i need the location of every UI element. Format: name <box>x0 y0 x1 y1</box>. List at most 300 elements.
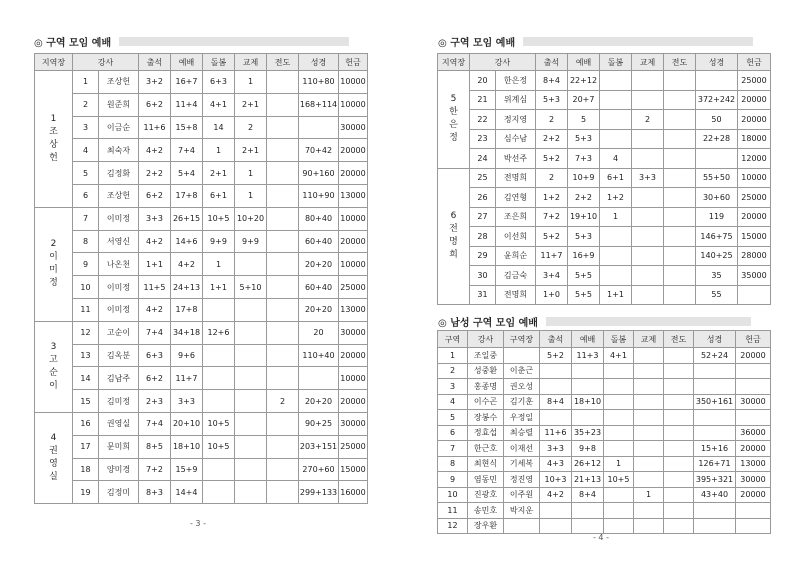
table-cell: 20+20 <box>299 298 339 321</box>
table-cell <box>600 246 632 266</box>
table-cell: 13 <box>73 344 99 367</box>
table-cell <box>736 410 771 426</box>
table-row <box>438 472 771 488</box>
table-cell: 1 <box>235 162 267 185</box>
table-cell: 28 <box>470 227 496 247</box>
table-cell <box>632 266 664 286</box>
table-row <box>438 110 771 130</box>
table-cell: 9+8 <box>572 441 604 457</box>
table-cell: 고순이 <box>99 321 139 344</box>
table-cell <box>664 348 694 364</box>
group-leader-char: 이 <box>49 252 58 263</box>
table-cell: 10 <box>73 276 99 299</box>
table-cell: 3+3 <box>632 168 664 188</box>
table-cell <box>267 435 299 458</box>
column-header: 돌봄 <box>203 54 235 71</box>
table-row <box>35 93 368 116</box>
table-cell: 이춘근 <box>504 363 540 379</box>
table-cell: 55 <box>696 285 738 305</box>
table-cell <box>634 441 664 457</box>
table-cell <box>572 503 604 519</box>
table-cell: 14 <box>203 116 235 139</box>
group-leader-cell <box>438 168 470 305</box>
column-header: 구역장 <box>504 331 540 348</box>
table-cell: 8 <box>73 230 99 253</box>
table-cell <box>267 71 299 94</box>
table-cell: 30000 <box>736 472 771 488</box>
table-cell: 13000 <box>339 298 368 321</box>
table-cell <box>634 379 664 395</box>
table-cell: 30000 <box>339 412 368 435</box>
table-cell: 12 <box>438 518 468 534</box>
table-cell: 11+3 <box>572 348 604 364</box>
group-leader-char: 실 <box>49 472 58 483</box>
table-cell: 5 <box>568 110 600 130</box>
column-header: 전도 <box>267 54 299 71</box>
table-cell: 6+3 <box>139 344 171 367</box>
table-cell: 진광호 <box>468 487 504 503</box>
table-cell: 25000 <box>738 188 771 208</box>
table-cell: 김정미 <box>99 481 139 504</box>
table-cell: 21+13 <box>572 472 604 488</box>
table-row <box>35 230 368 253</box>
table-cell <box>235 458 267 481</box>
table-cell <box>664 518 694 534</box>
table-cell: 22 <box>470 110 496 130</box>
table-cell: 원준희 <box>99 93 139 116</box>
table-cell: 전명희 <box>496 285 536 305</box>
table-cell: 박지운 <box>504 503 540 519</box>
table-cell: 3 <box>73 116 99 139</box>
table-cell: 김연형 <box>496 188 536 208</box>
table-cell <box>632 227 664 247</box>
table-cell: 7 <box>73 207 99 230</box>
table-cell <box>235 253 267 276</box>
table-cell: 2+1 <box>203 162 235 185</box>
group-leader-cell <box>35 412 73 503</box>
heading-bar <box>546 317 751 326</box>
table-cell <box>203 390 235 413</box>
table-cell: 12+6 <box>203 321 235 344</box>
table-cell <box>299 367 339 390</box>
table-cell <box>600 90 632 110</box>
table-cell: 8+3 <box>139 481 171 504</box>
table-cell <box>600 110 632 130</box>
column-header: 성경 <box>299 54 339 71</box>
table-cell: 8+4 <box>572 487 604 503</box>
table-cell: 김정화 <box>99 162 139 185</box>
table-cell: 4 <box>600 149 632 169</box>
table-cell: 11 <box>438 503 468 519</box>
table-cell: 김옥분 <box>99 344 139 367</box>
column-header: 지역장 <box>438 54 470 71</box>
table-cell <box>664 394 694 410</box>
table-cell <box>634 518 664 534</box>
table-cell: 22+12 <box>568 71 600 91</box>
table-cell <box>203 344 235 367</box>
table-row <box>35 207 368 230</box>
table-cell: 11 <box>73 298 99 321</box>
table-row <box>35 184 368 207</box>
table-row <box>438 348 771 364</box>
table-cell <box>696 71 738 91</box>
column-header: 헌금 <box>738 54 771 71</box>
table-cell: 1 <box>235 184 267 207</box>
group-leader-char: 2 <box>50 239 57 250</box>
table-cell <box>664 285 696 305</box>
table-cell <box>235 435 267 458</box>
group-leader-char: 한 <box>449 107 458 118</box>
table-cell: 1+2 <box>600 188 632 208</box>
table-cell: 110+80 <box>299 71 339 94</box>
table-cell <box>694 379 736 395</box>
column-header: 구역 <box>438 331 468 348</box>
table-cell: 30000 <box>339 116 368 139</box>
group-leader-char: 헌 <box>49 152 58 163</box>
table-cell: 6 <box>438 425 468 441</box>
table-cell <box>267 276 299 299</box>
table-row <box>35 71 368 94</box>
table-cell: 조은희 <box>496 207 536 227</box>
table-row <box>438 394 771 410</box>
table-row <box>438 379 771 395</box>
table-cell: 20000 <box>339 139 368 162</box>
table-cell: 4+2 <box>139 139 171 162</box>
table-cell: 7+3 <box>568 149 600 169</box>
table-cell: 18 <box>73 458 99 481</box>
table-cell: 5+2 <box>540 348 572 364</box>
table-cell <box>235 321 267 344</box>
left-attendance-table <box>34 53 368 504</box>
table-cell: 5+3 <box>536 90 568 110</box>
table-cell: 203+151 <box>299 435 339 458</box>
table-cell: 20 <box>470 71 496 91</box>
table-cell: 20000 <box>736 487 771 503</box>
table-row <box>438 410 771 426</box>
table-cell <box>604 379 634 395</box>
table-cell: 27 <box>470 207 496 227</box>
table-cell <box>664 441 694 457</box>
table-cell <box>694 518 736 534</box>
table-cell: 8+4 <box>540 394 572 410</box>
header-row <box>438 331 771 348</box>
table-cell: 2 <box>632 110 664 130</box>
table-cell: 16 <box>73 412 99 435</box>
table-cell <box>267 412 299 435</box>
table-row <box>438 456 771 472</box>
table-cell: 최현식 <box>468 456 504 472</box>
table-row <box>35 139 368 162</box>
table-cell <box>664 129 696 149</box>
page-number-left: - 3 - <box>190 519 206 528</box>
table-cell <box>604 487 634 503</box>
table-cell: 11+4 <box>171 93 203 116</box>
table-cell <box>694 363 736 379</box>
heading-bar <box>119 37 349 46</box>
table-cell: 5+3 <box>568 227 600 247</box>
table-cell <box>235 412 267 435</box>
table-cell <box>736 503 771 519</box>
table-cell <box>267 253 299 276</box>
table-cell: 최승렬 <box>504 425 540 441</box>
group-leader-char: 이 <box>49 380 58 391</box>
group-leader-char: 은 <box>449 120 458 131</box>
column-header: 강사 <box>73 54 139 71</box>
group-leader-char: 3 <box>50 341 57 352</box>
group-leader-char: 조 <box>49 126 58 137</box>
table-cell: 4+1 <box>203 93 235 116</box>
table-cell: 35 <box>696 266 738 286</box>
column-header: 예배 <box>572 331 604 348</box>
table-cell: 이미정 <box>99 276 139 299</box>
table-cell: 11+6 <box>540 425 572 441</box>
table-cell: 36000 <box>736 425 771 441</box>
table-cell: 7 <box>438 441 468 457</box>
table-row <box>438 168 771 188</box>
table-cell <box>664 168 696 188</box>
column-header: 돌봄 <box>600 54 632 71</box>
table-cell: 장봉수 <box>468 410 504 426</box>
table-cell: 3+2 <box>139 71 171 94</box>
table-cell <box>664 487 694 503</box>
table-cell: 1 <box>203 253 235 276</box>
table-cell <box>694 503 736 519</box>
table-cell: 3+3 <box>171 390 203 413</box>
table-cell: 5+2 <box>536 227 568 247</box>
table-cell: 5+10 <box>235 276 267 299</box>
table-cell: 20000 <box>339 162 368 185</box>
table-cell: 7+2 <box>139 458 171 481</box>
table-cell <box>694 425 736 441</box>
table-cell: 1 <box>73 71 99 94</box>
table-cell <box>632 90 664 110</box>
table-cell: 15+8 <box>171 116 203 139</box>
column-header: 전도 <box>664 331 694 348</box>
table-cell <box>600 71 632 91</box>
table-cell <box>267 162 299 185</box>
group-leader-char: 5 <box>450 94 457 105</box>
table-cell <box>540 518 572 534</box>
table-cell: 30 <box>470 266 496 286</box>
table-cell: 21 <box>470 90 496 110</box>
table-cell <box>235 367 267 390</box>
table-cell: 우정일 <box>504 410 540 426</box>
table-row <box>438 227 771 247</box>
table-cell <box>634 394 664 410</box>
column-header: 강사 <box>468 331 504 348</box>
table-cell: 정효섭 <box>468 425 504 441</box>
group-leader-char: 1 <box>50 113 57 124</box>
table-cell: 정진영 <box>504 472 540 488</box>
table-cell: 140+25 <box>696 246 738 266</box>
group-leader-char: 권 <box>49 446 58 457</box>
table-cell <box>235 390 267 413</box>
group-leader-char: 정 <box>49 278 58 289</box>
table-cell: 4+2 <box>139 298 171 321</box>
header-row <box>438 54 771 71</box>
table-cell: 서영신 <box>99 230 139 253</box>
table-cell: 2+1 <box>235 139 267 162</box>
table-cell: 17 <box>73 435 99 458</box>
table-cell: 90+160 <box>299 162 339 185</box>
table-cell <box>572 363 604 379</box>
table-cell <box>604 410 634 426</box>
table-cell: 염동민 <box>468 472 504 488</box>
table-cell: 10000 <box>339 71 368 94</box>
table-cell: 이재선 <box>504 441 540 457</box>
group-leader-cell <box>35 207 73 321</box>
table-cell: 34+18 <box>171 321 203 344</box>
table-cell: 20000 <box>339 344 368 367</box>
table-cell: 3 <box>438 379 468 395</box>
table-cell: 7+2 <box>536 207 568 227</box>
table-cell: 20 <box>299 321 339 344</box>
table-cell: 26+15 <box>171 207 203 230</box>
table-cell: 성중환 <box>468 363 504 379</box>
table-cell <box>634 425 664 441</box>
table-row <box>438 285 771 305</box>
table-cell <box>604 503 634 519</box>
table-cell: 9+9 <box>203 230 235 253</box>
table-cell: 26+12 <box>572 456 604 472</box>
table-cell: 한은정 <box>496 71 536 91</box>
table-cell: 송민호 <box>468 503 504 519</box>
table-cell: 1 <box>203 139 235 162</box>
table-cell <box>504 348 540 364</box>
table-cell <box>736 363 771 379</box>
table-cell: 4+1 <box>604 348 634 364</box>
table-cell: 29 <box>470 246 496 266</box>
table-cell: 28000 <box>738 246 771 266</box>
group-leader-char: 영 <box>49 459 58 470</box>
table-cell: 2 <box>536 110 568 130</box>
table-cell <box>664 503 694 519</box>
table-cell: 16+7 <box>171 71 203 94</box>
table-cell: 12000 <box>738 149 771 169</box>
table-cell: 2 <box>73 93 99 116</box>
table-cell: 20000 <box>738 110 771 130</box>
table-cell: 5+5 <box>568 285 600 305</box>
men-heading-text: ◎ 남성 구역 모임 예배 <box>438 318 538 329</box>
table-cell: 한근호 <box>468 441 504 457</box>
table-cell <box>634 363 664 379</box>
table-cell: 4+2 <box>540 487 572 503</box>
table-cell: 2+2 <box>568 188 600 208</box>
table-cell <box>664 246 696 266</box>
table-cell <box>604 394 634 410</box>
table-cell: 146+75 <box>696 227 738 247</box>
table-cell: 60+40 <box>299 276 339 299</box>
table-cell: 6 <box>73 184 99 207</box>
table-cell <box>600 129 632 149</box>
table-cell <box>235 298 267 321</box>
table-row <box>438 188 771 208</box>
heading-bar <box>523 37 753 46</box>
table-cell <box>267 116 299 139</box>
table-cell: 14+4 <box>171 481 203 504</box>
column-header: 예배 <box>171 54 203 71</box>
table-cell: 1+1 <box>139 253 171 276</box>
table-cell: 김미정 <box>99 390 139 413</box>
table-cell: 정지영 <box>496 110 536 130</box>
table-row <box>438 441 771 457</box>
table-cell: 11+6 <box>139 116 171 139</box>
group-leader-char: 고 <box>49 354 58 365</box>
table-cell: 기세복 <box>504 456 540 472</box>
column-header: 돌봄 <box>604 331 634 348</box>
table-cell <box>634 472 664 488</box>
table-cell <box>572 379 604 395</box>
table-cell: 20000 <box>339 390 368 413</box>
table-cell: 9+6 <box>171 344 203 367</box>
table-cell: 17+8 <box>171 298 203 321</box>
men-attendance-table <box>437 330 771 534</box>
table-row <box>438 503 771 519</box>
table-cell: 15+9 <box>171 458 203 481</box>
table-row <box>35 298 368 321</box>
table-cell: 5+5 <box>568 266 600 286</box>
table-cell: 박선주 <box>496 149 536 169</box>
table-cell: 8+5 <box>139 435 171 458</box>
table-cell <box>267 298 299 321</box>
table-cell: 10000 <box>339 207 368 230</box>
table-cell: 2 <box>267 390 299 413</box>
column-header: 출석 <box>540 331 572 348</box>
table-cell: 10+5 <box>203 435 235 458</box>
table-cell <box>634 456 664 472</box>
table-cell <box>664 456 694 472</box>
table-cell: 12 <box>73 321 99 344</box>
table-cell: 119 <box>696 207 738 227</box>
table-cell: 8+4 <box>536 71 568 91</box>
table-cell <box>504 518 540 534</box>
table-cell: 19+10 <box>568 207 600 227</box>
table-cell: 20+10 <box>171 412 203 435</box>
table-cell: 20000 <box>339 230 368 253</box>
table-cell: 4 <box>73 139 99 162</box>
table-row <box>35 344 368 367</box>
table-cell <box>664 188 696 208</box>
table-row <box>35 435 368 458</box>
table-cell <box>736 518 771 534</box>
table-cell <box>632 207 664 227</box>
table-cell: 4+2 <box>171 253 203 276</box>
table-cell: 15000 <box>738 227 771 247</box>
table-cell <box>600 227 632 247</box>
table-cell: 25000 <box>339 435 368 458</box>
table-cell <box>604 518 634 534</box>
table-row <box>438 90 771 110</box>
table-cell <box>267 184 299 207</box>
table-cell <box>694 410 736 426</box>
table-cell: 80+40 <box>299 207 339 230</box>
table-cell <box>267 230 299 253</box>
table-cell: 52+24 <box>694 348 736 364</box>
table-cell <box>267 321 299 344</box>
group-leader-char: 6 <box>450 211 457 222</box>
table-cell: 372+242 <box>696 90 738 110</box>
table-cell <box>632 246 664 266</box>
table-cell <box>267 458 299 481</box>
table-row <box>438 425 771 441</box>
table-cell <box>267 207 299 230</box>
table-row <box>438 71 771 91</box>
table-cell: 55+50 <box>696 168 738 188</box>
table-cell <box>604 363 634 379</box>
table-cell: 이수곤 <box>468 394 504 410</box>
table-cell: 5+3 <box>568 129 600 149</box>
table-cell: 6+3 <box>203 71 235 94</box>
